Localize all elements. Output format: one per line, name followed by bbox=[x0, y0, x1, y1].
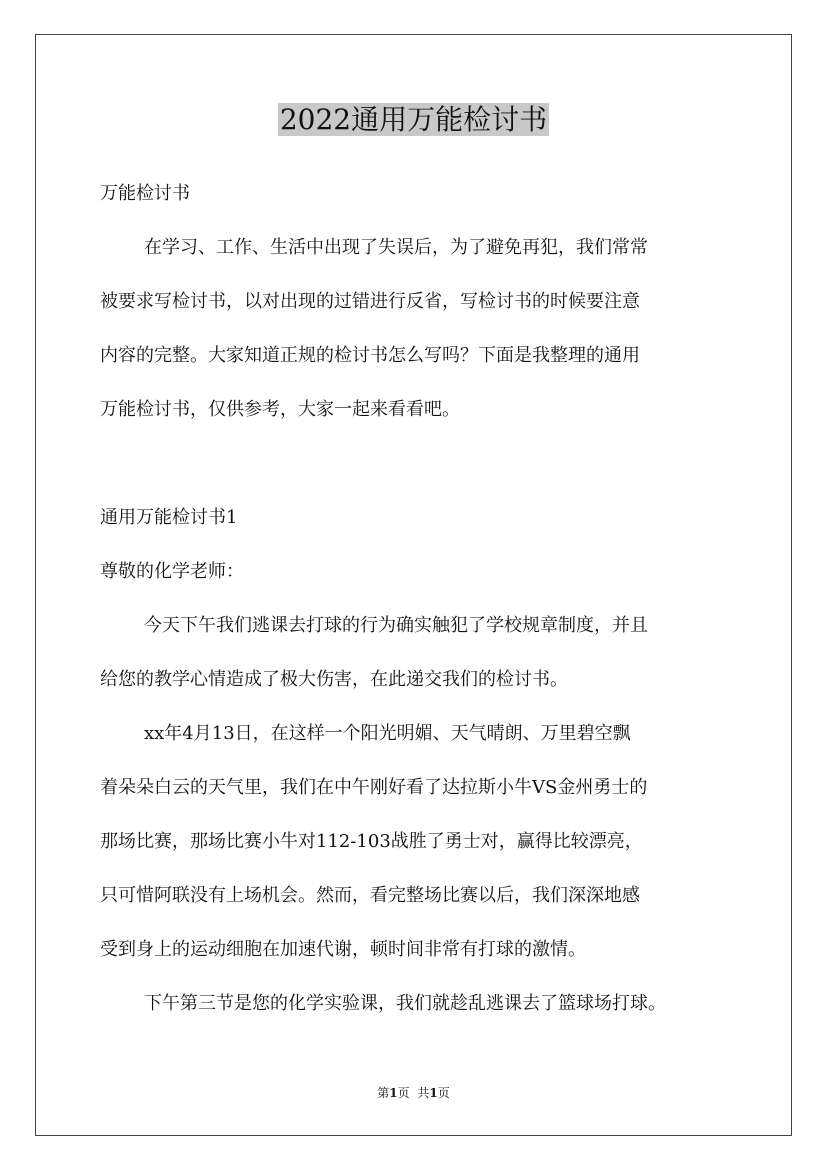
footer-page-number: 1 bbox=[389, 1086, 398, 1100]
para1-line-1: 今天下午我们逃课去打球的行为确实触犯了学校规章制度，并且 bbox=[144, 615, 648, 636]
para3-line-1: 下午第三节是您的化学实验课，我们就趁乱逃课去了篮球场打球。 bbox=[144, 993, 666, 1014]
para2-line-4: 只可惜阿联没有上场机会。然而，看完整场比赛以后，我们深深地感 bbox=[100, 885, 640, 906]
para2-line-2: 着朵朵白云的天气里，我们在中午刚好看了达拉斯小牛VS金州勇士的 bbox=[100, 777, 648, 798]
footer-total-suffix: 页 bbox=[437, 1086, 450, 1100]
para1-line-2: 给您的教学心情造成了极大伤害，在此递交我们的检讨书。 bbox=[100, 669, 568, 690]
section-heading: 通用万能检讨书1 bbox=[100, 507, 238, 528]
document-title bbox=[0, 100, 827, 140]
para2-line-1: xx年4月13日，在这样一个阳光明媚、天气晴朗、万里碧空飘 bbox=[144, 723, 631, 744]
footer-total-prefix: 共 bbox=[417, 1086, 430, 1100]
footer-page-suffix: 页 bbox=[397, 1086, 410, 1100]
intro-line-2: 被要求写检讨书，以对出现的过错进行反省，写检讨书的时候要注意 bbox=[100, 291, 640, 312]
intro-line-4: 万能检讨书，仅供参考，大家一起来看看吧。 bbox=[100, 399, 460, 420]
footer-page-prefix: 第 bbox=[377, 1086, 390, 1100]
salutation: 尊敬的化学老师： bbox=[100, 561, 244, 582]
intro-line-3: 内容的完整。大家知道正规的检讨书怎么写吗？下面是我整理的通用 bbox=[100, 345, 640, 366]
footer-total-number: 1 bbox=[429, 1086, 438, 1100]
document-title-text: 2022通用万能检讨书 bbox=[279, 103, 548, 136]
page-footer bbox=[0, 1084, 827, 1102]
document-subtitle: 万能检讨书 bbox=[100, 183, 190, 204]
para2-line-5: 受到身上的运动细胞在加速代谢，顿时间非常有打球的激情。 bbox=[100, 939, 586, 960]
para2-line-3: 那场比赛，那场比赛小牛对112-103战胜了勇士对，赢得比较漂亮， bbox=[100, 831, 643, 852]
intro-line-1: 在学习、工作、生活中出现了失误后，为了避免再犯，我们常常 bbox=[144, 237, 648, 258]
